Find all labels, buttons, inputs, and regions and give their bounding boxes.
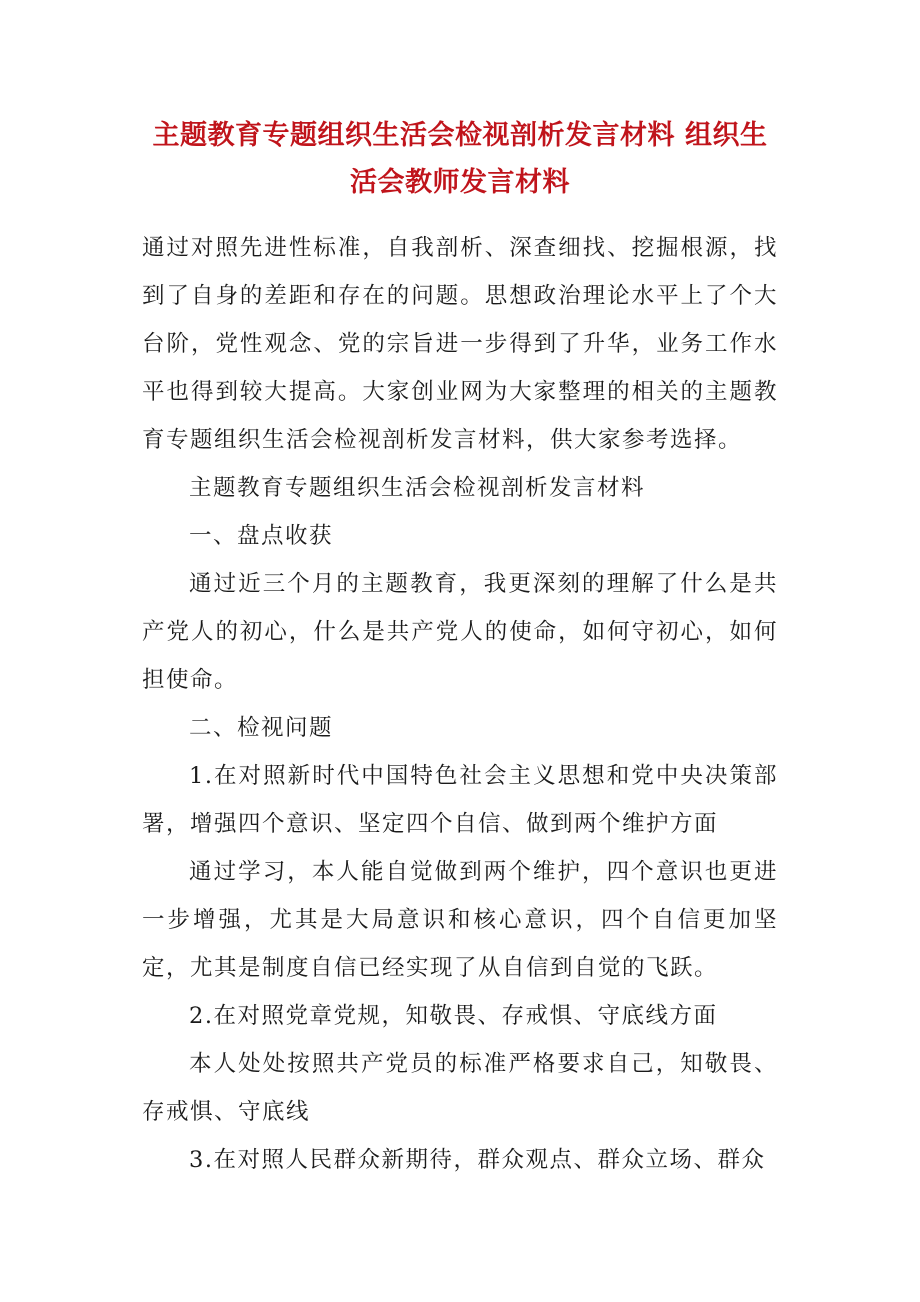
numbered-item-1: 1.在对照新时代中国特色社会主义思想和党中央决策部署，增强四个意识、坚定四个自信、做到两个维护方面 <box>142 763 778 837</box>
body-paragraph: 本人处处按照共产党员的标准严格要求自己，知敬畏、存戒惧、守底线 <box>142 1051 778 1125</box>
section-heading-2: 二、检视问题 <box>189 715 334 741</box>
section-heading-main: 主题教育专题组织生活会检视剖析发言材料 <box>189 475 646 501</box>
document-body <box>142 224 778 1184</box>
numbered-item-3: 3.在对照人民群众新期待，群众观点、群众立场、群众 <box>189 1147 766 1173</box>
title-line-1: 主题教育专题组织生活会检视剖析发言材料 组织生 <box>152 120 768 151</box>
document-title <box>142 112 778 206</box>
intro-paragraph: 通过对照先进性标准，自我剖析、深查细找、挖掘根源，找到了自身的差距和存在的问题。思想政治理论水平上了个大台阶，党性观念、党的宗旨进一步得到了升华，业务工作水平也得到较大提高。大家创业网为大家整理的相关的主题教育专题组织生活会检视剖析发言材料，供大家参考选择。 <box>142 235 778 453</box>
body-paragraph: 通过近三个月的主题教育，我更深刻的理解了什么是共产党人的初心，什么是共产党人的使命，如何守初心，如何担使命。 <box>142 571 778 693</box>
body-paragraph: 通过学习，本人能自觉做到两个维护，四个意识也更进一步增强，尤其是大局意识和核心意识，四个自信更加坚定，尤其是制度自信已经实现了从自信到自觉的飞跃。 <box>142 859 778 981</box>
section-heading-1: 一、盘点收获 <box>189 523 334 549</box>
title-line-2: 活会教师发言材料 <box>350 167 570 198</box>
numbered-item-2: 2.在对照党章党规，知敬畏、存戒惧、守底线方面 <box>189 1003 718 1029</box>
